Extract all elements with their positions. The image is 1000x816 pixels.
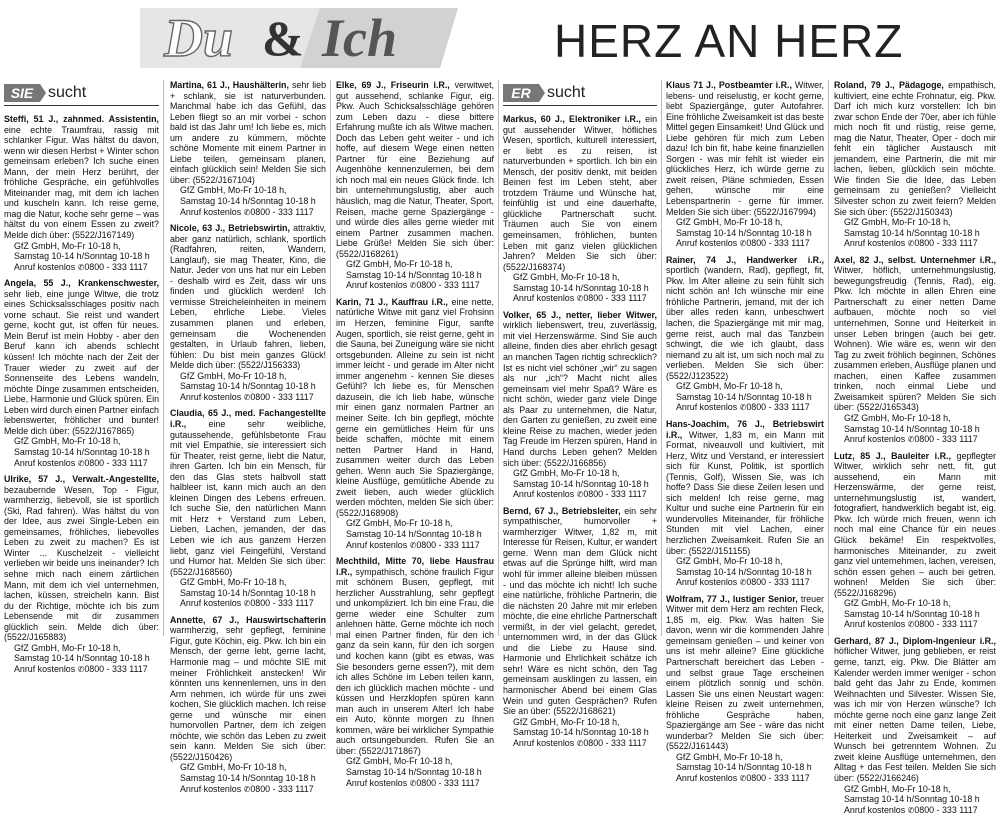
ad-headline: Volker, 65 J., netter, lieber Witwer, (503, 309, 657, 320)
contact-line-phone (503, 489, 657, 501)
contact-line-company (834, 784, 996, 795)
ad-text (170, 408, 326, 577)
contact-line-company (336, 259, 494, 270)
ad-text (666, 419, 824, 556)
contact-company: GfZ GmbH, Mo-Fr 10-18 h, (676, 556, 783, 567)
contact-anruf: Anruf kostenlos (844, 238, 906, 249)
ad-body: bezaubernde Wesen, Top - Figur, warmherzig, liebevoll, sie ist sportlich (Ski, Rad fahren). Was hältst du von der Idee, aus zwei Single-Leben ein gemeinsames, fröhliches, liebevolles Leben zu zweit zu machen? Es ist Winter ... Kuschelzeit - vielleicht verlieben wir beide uns ineinander? Ich sehne mich nach einem zärtlichen Mann, mit dem ich viel unternehmen, lachen, küssen, streicheln kann. Bist du der Richtige, möchte ich bis zum Lebensende mit dir zusammen glücklich sein. Melde dich über: (5522/J165883) (4, 484, 159, 643)
section-tag-sie: SIE (4, 84, 40, 102)
contact-line-company (503, 468, 657, 479)
contact-anruf: Anruf kostenlos (676, 238, 738, 249)
contact-weekend: Samstag 10-14 h/Sonntag 10-18 h (180, 773, 316, 783)
phone-icon: ✆ (409, 281, 417, 291)
contact-phone[interactable]: 0800 - 333 1117 (416, 777, 480, 788)
contact-line-weekend (503, 479, 657, 490)
ad-listing (834, 80, 996, 250)
ad-body: warmherzig, sehr gepflegt, feminine Figur, gute Köchin, eig. Pkw. Ich bin ein Mensch, der gerne lebt, gerne lacht, Harmonie mag – und möchte SIE mit meiner Fröhlichkeit anstecken! Wir könnten uns kennenlernen, uns in den Arm nehmen, ich würde für uns zwei kochen, Sie glücklich machen. Ich reise gerne und wünsche mir einen humorvollen Partner, dem ich zeigen möchte, wie schön das Leben zu zweit sein kann. Melden Sie sich über: (5522/J150426) (170, 625, 326, 762)
contact-weekend: Samstag 10-14 h/Sonntag 10-18 h (180, 587, 316, 598)
ad-listing (666, 255, 824, 414)
contact-weekend: Samstag 10-14 h/Sonntag 10-18 h (14, 653, 150, 664)
contact-line-phone (336, 280, 494, 292)
contact-phone[interactable]: 0800 - 333 1117 (914, 434, 978, 445)
contact-line-company (503, 717, 657, 728)
ad-body: gepflegter Witwer, wirklich sehr nett, fit, gut aussehend, ein Mann mit Herzenswärme, der gerne reist, unternehmungslustig ist, wandert, fotografiert, handwerklich begabt ist, eig. Pkw. Ich würde mich freuen, wenn ich noch mal eine Chance für ein neues Glück bekäme! Ein respektvolles, harmonisches Miteinander, zu zweit ganz viel unternehmen, lachen, vereisen, schön essen gehen – auch bei getren. wohnen! Melden Sie sich über: (5522/J168296) (834, 450, 997, 598)
contact-anruf: Anruf kostenlos (14, 457, 76, 468)
contact-line-company (834, 598, 996, 609)
phone-icon: ✆ (907, 805, 915, 815)
contact-anruf: Anruf kostenlos (676, 402, 738, 413)
contact-phone[interactable]: 0800 - 333 1117 (746, 577, 810, 588)
ad-listing (503, 310, 657, 501)
phone-icon: ✆ (907, 620, 915, 630)
contact-anruf: Anruf kostenlos (346, 777, 408, 788)
contact-phone[interactable]: 0800 - 333 1117 (250, 783, 314, 794)
ad-body: ein sehr sympathischer, humorvoller + warmherziger Witwer, 1,82 m, mit Interesse für Reisen, Kultur, er wandert gerne. Wenn man dem Glück nicht etwas auf die Sprünge hilft, wird man wohl für immer alleine bleiben müssen - und das möchte ich nicht! Ich suche eine natürliche, fröhliche Partnerin, die die nächsten 20 Jahre mit mir erleben möchte, die eine ehrliche Partnerschaft vermißt, in der viel gelacht, geredet, unternommen wird, in der das Glück und die Liebe zu Hause sind. Harmonie und Ehrlichkeit schätze ich sehr! Wäre es nicht schön, den Tag gemeinsam ausklingen zu lassen, ein harmonischer Abend bei einem Glas Wein und guten Gesprächen? Rufen Sie an über: (5522/J168621) (503, 505, 657, 717)
contact-anruf: Anruf kostenlos (844, 804, 906, 815)
ad-body: treuer Witwer mit dem Herz am rechten Fleck, 1,85 m, eig. Pkw. Was halten Sie davon, wenn wir die kommenden Jahre gemeinsam genießen – und keiner von uns ist mehr alleine? Eine glückliche Partnerschaft bereichert das Leben - und selbst graue Tage erscheinen einem plötzlich sonnig und schön. Lassen Sie uns einen Neustart wagen: kleine Reisen zu zweit unternehmen, fröhliche Gespräche haben, Spaziergänge am See - wäre das nicht wunderbar? Melden Sie sich über: (5522/J161443) (666, 593, 824, 752)
contact-line-phone (170, 207, 326, 219)
contact-phone[interactable]: 0800 - 333 1117 (583, 737, 647, 748)
contact-company: GfZ GmbH, Mo-Fr 10-18 h, (180, 370, 287, 381)
section-underline (4, 105, 159, 106)
ad-listing (666, 594, 824, 785)
column-5 (666, 80, 824, 783)
ad-body: sehr lieb + schlank, sie ist naturverbunden. Manchmal habe ich das Gefühl, das Leben fliegt so an mir vorbei - schon bald ist das Jahr um! Ich liebe es, mich um andere zu kümmern, möchte schöne Momente mit einem Partner in Liebe teilen, gemeinsam planen, einfach glücklich sein! Melden Sie sich über: (5522/J167104) (170, 80, 327, 185)
phone-icon: ✆ (409, 540, 417, 550)
ad-headline: Wolfram, 77 J., lustiger Senior, (666, 593, 798, 604)
ad-headline: Hans-Joachim, 76 J., Betriebswirt i.R., (666, 418, 824, 440)
ad-headline: Claudia, 65 J., med. Fachangestellte i.R., (170, 408, 326, 429)
contact-line-weekend (170, 196, 326, 207)
ad-text (4, 278, 159, 436)
contact-phone[interactable]: 0800 - 333 1117 (84, 261, 148, 272)
contact-line-weekend (170, 381, 326, 392)
ad-listing (503, 114, 657, 305)
contact-line-company (4, 436, 159, 447)
column-4 (503, 80, 657, 748)
contact-weekend: Samstag 10-14 h/Sonntag 10-18 h (346, 767, 482, 777)
contact-line-phone (666, 402, 824, 414)
ad-headline: Martina, 61 J., Haushälterin, (170, 80, 289, 90)
contact-company: GfZ GmbH, Mo-Fr 10-18 h, (180, 577, 287, 588)
contact-company: GfZ GmbH, Mo-Fr 10-18 h, (346, 259, 453, 270)
contact-line-weekend (336, 270, 494, 281)
contact-phone[interactable]: 0800 - 333 1117 (416, 280, 480, 291)
contact-weekend: Samstag 10-14 h/Sonntag 10-18 h (513, 282, 649, 293)
contact-line-company (834, 413, 996, 424)
phone-icon: ✆ (243, 784, 251, 794)
ad-listing (4, 474, 159, 675)
contact-phone[interactable]: 0800 - 333 1117 (84, 663, 148, 674)
contact-line-company (666, 217, 824, 228)
contact-phone[interactable]: 0800 - 333 1117 (746, 238, 810, 249)
brand-logo (140, 6, 458, 70)
contact-anruf: Anruf kostenlos (346, 539, 408, 550)
contact-line-company (170, 185, 326, 196)
ad-listing (666, 80, 824, 250)
contact-weekend: Samstag 10-14 h/Sonntag 10-18 h (346, 528, 482, 539)
contact-anruf: Anruf kostenlos (676, 773, 738, 783)
contact-line-company (170, 371, 326, 382)
ad-listing (170, 80, 326, 218)
contact-anruf: Anruf kostenlos (513, 737, 575, 748)
contact-line-weekend (4, 653, 159, 664)
ad-text (834, 636, 996, 784)
contact-weekend: Samstag 10-14 h/Sonntag 10-18 h (513, 478, 649, 489)
ad-headline: Annette, 67 J., Hauswirtschafterin (170, 614, 326, 625)
contact-line-weekend (336, 529, 494, 540)
ad-headline: Steffi, 51 J., zahnmed. Assistentin, (4, 114, 159, 124)
contact-line-company (336, 518, 494, 529)
brand-ich: Ich (322, 8, 398, 68)
contact-company: GfZ GmbH, Mo-Fr 10-18 h, (346, 756, 453, 767)
contact-anruf: Anruf kostenlos (676, 577, 738, 588)
ad-headline: Rainer, 74 J., Handwerker i.R., (666, 254, 824, 265)
contact-line-phone (336, 778, 494, 790)
ad-body: Witwer, höflich, unternehmungslustig, bewegungsfreudig (Tennis, Rad), eig. Pkw. Ich möchte in allen Ehren eine Partnerschaft zu einer netten Dame aufbauen, möchte noch so viel unternehmen, Sonne und Heiterkeit in unser Leben bringen (auch bei getr. Wohnen). Wie wäre es, wenn wir den Tag zu zweit fröhlich beginnen, Schönes zusammen erleben, Ausflüge planen und machen, einen Kaffee zusammen trinken, noch einmal Liebe und Zweisamkeit spüren? Melden Sie sich über: (5522/J165343) (834, 265, 996, 413)
ad-listing (834, 255, 996, 446)
page-title: HERZ AN HERZ (554, 15, 904, 67)
ad-text (4, 474, 159, 643)
contact-line-weekend (834, 609, 996, 620)
contact-line-company (666, 381, 824, 392)
ad-body: eine echte Traumfrau, rassig mit schlanker Figur. Was hältst du davon, wenn wir diesen Herbst + Winter schon gemeinsam erleben? Ich suche einen Mann, der mein Herz berührt, der fröhliche Gespräche, ein gefühlvolles Miteinander mag, mit dem ich lachen und kuscheln kann. Ich reise gerne, mag die Natur, koche sehr gerne – was hältst du von einem Essen zu zweit? Melde dich über: (5522/J167149) (4, 124, 159, 241)
contact-company: GfZ GmbH, Mo-Fr 10-18 h, (844, 783, 951, 794)
contact-line-weekend (834, 794, 996, 805)
contact-line-phone (666, 577, 824, 589)
section-underline (503, 105, 657, 106)
ad-headline: Nicole, 63 J., Betriebswirtin, (170, 223, 290, 234)
ad-text (666, 80, 824, 217)
ad-body: ein gut aussehender Witwer, höfliches Wesen, sportlich, kulturell interessiert, er liebt es zu reisen, ist naturverbunden + sportlich. Ich bin ein Mensch, der positiv denkt, mit beiden Beinen fest im Leben steht, aber trotzdem Träume und Wünsche hat, feinfühlig ist und eine dauerhafte, glückliche Partnerschaft sucht. Träumen auch Sie von einem gemeinsamen, fröhlichen, bunten Leben mit ganz vielen glücklichen Jahren? Melden Sie sich über: (5522/J168374) (503, 114, 657, 272)
contact-company: GfZ GmbH, Mo-Fr 10-18 h, (346, 518, 453, 529)
ad-body: attraktiv, aber ganz natürlich, schlank, sportlich (Radfahren, reiten, Wandern, Langlauf), sie mag Theater, Kino, die Natur. Jeder von uns hat nur ein Leben - deshalb wird es Zeit, dass wir uns finden und glücklich werden! Ich vermisse Streicheleinheiten in meinem Leben, ehrliche Liebe. Vieles zusammen planen und erleben, gemeinsam die Wochenenden gestalten, in Urlaub fahren, lieben, fühlen: Du bist mein ganzes Glück! Melde dich über: (5522/J156333) (170, 223, 326, 371)
section-header-er (503, 80, 657, 108)
contact-line-weekend (666, 567, 824, 578)
ad-listing (336, 556, 494, 789)
column-rule (330, 80, 331, 636)
contact-line-weekend (834, 424, 996, 435)
ad-listing (666, 419, 824, 589)
contact-company: GfZ GmbH, Mo-Fr 10-18 h, (844, 217, 951, 228)
phone-icon: ✆ (77, 458, 85, 468)
contact-weekend: Samstag 10-14 h/Sonntag 10-18 h (844, 608, 980, 619)
contact-company: GfZ GmbH, Mo-Fr 10-18 h, (180, 762, 287, 773)
section-word: sucht (48, 84, 87, 101)
contact-line-phone (170, 392, 326, 404)
contact-line-phone (170, 598, 326, 610)
contact-weekend: Samstag 10-14 h/Sonntag 10-18 h (676, 566, 812, 577)
contact-phone[interactable]: 0800 - 333 1117 (583, 489, 647, 500)
contact-phone[interactable]: 0800 - 333 1117 (746, 402, 810, 413)
phone-icon: ✆ (243, 207, 251, 217)
phone-icon: ✆ (77, 664, 85, 674)
contact-company: GfZ GmbH, Mo-Fr 10-18 h, (513, 468, 620, 479)
contact-weekend: Samstag 10-14 h/Sonntag 10-18 h (513, 727, 649, 738)
contact-company: GfZ GmbH, Mo-Fr 10-18 h, (513, 272, 620, 283)
contact-line-company (336, 756, 494, 767)
phone-icon: ✆ (576, 294, 584, 304)
phone-icon: ✆ (907, 239, 915, 249)
contact-phone[interactable]: 0800 - 333 1117 (416, 539, 480, 550)
contact-company: GfZ GmbH, Mo-Fr 10-18 h, (180, 185, 287, 196)
ad-text (170, 223, 326, 371)
contact-line-weekend (503, 727, 657, 738)
ad-headline: Markus, 60 J., Elektroniker i.R., (503, 114, 641, 124)
contact-line-phone (666, 773, 824, 785)
ad-headline: Bernd, 67 J., Betriebsleiter, (503, 505, 621, 516)
ad-headline: Mechthild, Mitte 70, liebe Hausfrau i.R., (336, 556, 494, 577)
contact-phone[interactable]: 0800 - 333 1117 (583, 293, 647, 304)
contact-phone[interactable]: 0800 - 333 1117 (250, 598, 314, 609)
contact-phone[interactable]: 0800 - 333 1117 (914, 238, 978, 249)
column-rule (828, 80, 829, 636)
contact-weekend: Samstag 10-14 h/Sonntag 10-18 h (676, 762, 812, 773)
ad-listing (336, 80, 494, 292)
contact-line-company (666, 752, 824, 763)
ad-text (4, 114, 159, 241)
phone-icon: ✆ (739, 774, 747, 783)
ad-body: sympathisch, schöne fraulich Figur mit schönem Busen, gepflegt, mit herzlicher Ausstrahlung, sehr gepflegt und unkompliziert. Ich bin eine Frau, die gerne wieder eine Schulter zum anlehnen hätte. Gerne möchte ich noch mal einen Partner finden, für den ich ganz da sein kann, für den ich sorgen und kochen kann (gibt es etwas, was Sie besonders gerne essen?), mit dem ich alles Schöne im Leben teilen kann, den ich glücklich machen möchte - und küssen und Herzklopfen spüren kann man auch in unserem Alter! Ich habe ein Auto, könnte morgen zu Ihnen kommen, wäre bei wirklicher Sympathie auch ortsungebunden. Rufen Sie an über: (5522/J171867) (336, 566, 494, 756)
section-word: sucht (547, 84, 586, 101)
contact-line-weekend (170, 588, 326, 599)
contact-anruf: Anruf kostenlos (844, 434, 906, 445)
contact-line-weekend (4, 251, 159, 262)
contact-company: GfZ GmbH, Mo-Fr 10-18 h, (513, 716, 620, 727)
contact-line-phone (503, 738, 657, 750)
contact-company: GfZ GmbH, Mo-Fr 10-18 h, (14, 436, 121, 447)
ad-listing (834, 636, 996, 816)
ad-text (170, 615, 326, 763)
ad-listing (4, 278, 159, 469)
contact-line-phone (4, 458, 159, 470)
ad-text (503, 506, 657, 717)
ad-listing (170, 223, 326, 403)
ad-listing (503, 506, 657, 750)
column-1 (4, 80, 159, 674)
contact-line-company (170, 577, 326, 588)
ad-body: wirklich liebenswert, treu, zuverlässig, mit viel Herzenswärme. Sind Sie auch alleine, finden dies aber ehrlich gesagt an manchen Tagen richtig schrecklich? Ist es nicht viel schöner „wir“ zu sagen als nur „ich“? Macht nicht alles gemeinsam viel mehr Spaß? Wäre es nicht schön, wieder ganz viele Dinge als Paar zu unternehmen, die Natur, den Garten zu genießen, zu zweit eine kleine Reise zu machen, wieder jeden Tag Freude im Herzen spüren, Hand in Hand durchs Leben gehen? Melden sich über: (5522/J166856) (503, 320, 657, 468)
phone-icon: ✆ (409, 778, 417, 788)
contact-company: GfZ GmbH, Mo-Fr 10-18 h, (676, 381, 783, 392)
contact-line-weekend (336, 767, 494, 778)
contact-weekend: Samstag 10-14 h/Sonntag 10-18 h (676, 391, 812, 402)
contact-company: GfZ GmbH, Mo-Fr 10-18 h, (676, 751, 783, 762)
contact-anruf: Anruf kostenlos (346, 280, 408, 291)
ad-body: verwitwet, gut aussehend, schlanke Figur, eig. Pkw. Auch Schicksalsschläge gehören zum Leben dazu - diese bittere Erfahrung mußte ich als Witwe machen. Doch das Leben geht weiter - und ich hoffe, auf diesem Wege einen netten Partner für eine Beziehung auf Augenhöhe kennenzulernen, bei dem ich noch mal ein neues Glück finde. Ich bin unternehmungslustig, aber auch häuslich, mag die Natur, Theater, Sport, Reisen, mache gerne Spaziergänge - und würde dies alles gerne wieder mit einem Partner zusammen machen. Liebe Grüße! Melden Sie sich über: (5522/J168261) (336, 80, 495, 259)
ad-text (666, 594, 824, 752)
contact-weekend: Samstag 10-14 h/Sonntag 10-18 h (180, 196, 316, 207)
contact-company: GfZ GmbH, Mo-Fr 10-18 h, (676, 217, 783, 228)
phone-icon: ✆ (77, 262, 85, 272)
ad-text (666, 255, 824, 382)
contact-line-phone (4, 664, 159, 676)
ad-headline: Gerhard, 87 J., Diplom-Ingenieur i.R., (834, 635, 996, 646)
contact-phone[interactable]: 0800 - 333 1117 (84, 457, 148, 468)
contact-anruf: Anruf kostenlos (844, 619, 906, 630)
contact-anruf: Anruf kostenlos (513, 489, 575, 500)
ad-body: empathisch, kultiviert, eine echte Frohnatur, eig. Pkw. Darf ich mich kurz vorstellen: Ich bin zwar schon Ende der 70er, aber ich fühle mich noch fit und rüstig, reise gerne, mag die Natur, Theater, Oper - doch mir fehlt ein täglicher Austausch mit jemandem, eine Partnerin, die mit mir lachen, lieben, glücklich sein möchte. Wie finden Sie die Idee, das Leben gemeinsam zu genießen? Vielleicht Silvester schon zu zweit feiern? Melden Sie sich über: (5522/J150343) (834, 80, 996, 217)
contact-phone[interactable]: 0800 - 333 1117 (914, 619, 978, 630)
contact-phone[interactable]: 0800 - 333 1117 (746, 773, 810, 783)
brand-ampersand: & (262, 10, 304, 66)
contact-weekend: Samstag 10-14 h/Sonntag 10-18 h (844, 794, 980, 805)
section-tag-er: ER (503, 84, 539, 102)
contact-line-company (170, 762, 326, 773)
ad-text (834, 80, 996, 217)
column-3 (336, 80, 495, 788)
contact-line-phone (834, 238, 996, 250)
ad-text (336, 556, 494, 756)
phone-icon: ✆ (243, 599, 251, 609)
phone-icon: ✆ (739, 239, 747, 249)
ad-headline: Angela, 55 J., Krankenschwester, (4, 278, 159, 289)
ad-text (170, 80, 326, 185)
column-rule (498, 80, 499, 636)
contact-line-weekend (666, 762, 824, 773)
contact-anruf: Anruf kostenlos (180, 206, 242, 217)
ad-body: sportlich (wandern, Rad), gepflegt, fit, Pkw. Im Alter alleine zu sein fühlt sich nicht schön an! Ich wünsche mir eine fröhliche Partnerin, jemand, mit der ich über alles reden kann, unbeschwert lachen, die Spaziergänge mit mir mag, gerne reist, auch mal das Tanzbein schwingt, die wie ich glaubt, dass niemand zu alt ist, um sich noch mal zu verlieben. Melden Sie sich über: (5522/J123522) (666, 265, 824, 381)
phone-icon: ✆ (576, 738, 584, 748)
contact-line-weekend (4, 447, 159, 458)
ad-headline: Karin, 71 J., Kauffrau i.R., (336, 296, 448, 307)
ad-headline: Ulrike, 57 J., Verwalt.-Angestellte, (4, 474, 159, 485)
contact-anruf: Anruf kostenlos (14, 663, 76, 674)
phone-icon: ✆ (243, 392, 251, 402)
contact-line-company (4, 643, 159, 654)
masthead (0, 0, 1000, 76)
ad-headline: Roland, 79 J., Pädagoge, (834, 80, 944, 90)
contact-line-phone (834, 434, 996, 446)
ad-headline: Klaus 71 J., Postbeamter i.R., (666, 80, 792, 90)
contact-line-company (834, 217, 996, 228)
section-header-sie (4, 80, 159, 108)
contact-weekend: Samstag 10-14 h/Sonntag 10-18 h (844, 227, 980, 238)
contact-line-weekend (170, 773, 326, 784)
contact-line-phone (834, 805, 996, 816)
phone-icon: ✆ (739, 403, 747, 413)
ad-headline: Axel, 82 J., selbst. Unternehmer i.R., (834, 254, 996, 265)
ad-body: höflicher Witwer, jung geblieben, er reist gerne, tanzt, eig. Pkw. Die Blätter am Kalender werden immer weniger - schon bald geht das Jahr zu Ende, kommen Weihnachten und Silvester. Wissen Sie, was ich mir von Herzen wünsche? Ich möchte gerne noch eine ganz lange Zeit mit einer netten Dame teilen, Liebe, Heiterkeit und Zweisamkeit – auf Wunsch bei getrenntem Wohnen. Zu zweit kleine Ausflüge unternehmen, den Alltag + das Fest teilen. Melden Sie sich über: (5522/J166246) (834, 646, 996, 783)
contact-weekend: Samstag 10-14 h/Sonntag 10-18 h (14, 446, 150, 457)
ad-text (503, 114, 657, 272)
column-2 (170, 80, 327, 794)
contact-anruf: Anruf kostenlos (180, 598, 242, 609)
contact-weekend: Samstag 10-14 h/Sonntag 10-18 h (676, 227, 812, 238)
contact-anruf: Anruf kostenlos (180, 391, 242, 402)
contact-line-phone (4, 262, 159, 274)
ad-listing (336, 297, 494, 551)
ad-listing (834, 451, 996, 631)
ad-body: Witwer, lebens- und reiselustig, er kocht gerne, liebt Spaziergänge, guter Autofahrer. Eine fröhliche Zweisamkeit ist das beste Mittel gegen Einsamkeit! Und Glück und Liebe gehören für mich zum Leben dazu! Ich bin fit, habe keine finanziellen Sorgen - was mir fehlt ist wieder ein glückliches Herz, ich würde gerne zu zweit reisen, Pläne schmieden, Essen gehen, wünsche mir eine Lebenspartnerin - gerne für immer. Melden Sie sich über: (5522/J167994) (666, 80, 824, 217)
contact-line-weekend (503, 283, 657, 294)
contact-anruf: Anruf kostenlos (180, 783, 242, 794)
contact-line-phone (336, 540, 494, 552)
contact-line-phone (666, 238, 824, 250)
contact-weekend: Samstag 10-14 h/Sonntag 10-18 h (180, 381, 316, 392)
ad-listing (170, 615, 326, 795)
ad-headline: Lutz, 85 J., Bauleiter i.R., (834, 450, 951, 461)
ad-body: sehr lieb, eine junge Witwe, die trotz eines Schicksalsschlages positiv nach vorne schaut. Sie reist und wandert gerne, kocht gut, ist offen für neues. Mein Beruf ist mein Hobby - aber den Beruf kann ich abends schlecht küssen! Ich möchte nach der Zeit der Trauer wieder zu zweit auf der Sonnenseite des Lebens wandeln, möchte Dinge zusammen entscheiden, Liebe, Harmonie und Glück spüren. Ein Leben wird durch einen Partner einfach lebenswerter, fröhlicher und bunter! Melde dich über: (5522/J167865) (4, 288, 159, 436)
ad-headline: Elke, 69 J., Friseurin i.R., (336, 80, 450, 90)
ad-text (834, 451, 996, 599)
ad-body: Witwer, 1,83 m, ein Mann mit Format, niveauvoll und kultiviert, mit Herz, Witz und Verstand, er interessiert sich für Kunst, Politik, ist sportlich (Tennis, Golf), Wissen Sie, was ich hoffe? Dass Sie diese Zeilen lesen und sich melden! Ich reise gerne, mag Kultur und suche eine Partnerin für ein wundervolles Miteinander, für fröhliche Stunden mit viel Lachen, einer herzlichen Zweisamkeit. Rufen Sie an über: (5522/J151155) (666, 429, 824, 556)
ad-text (503, 310, 657, 468)
column-rule (163, 80, 164, 636)
contact-anruf: Anruf kostenlos (513, 293, 575, 304)
ad-text (336, 297, 494, 518)
contact-weekend: Samstag 10-14 h/Sonntag 10-18 h (844, 423, 980, 434)
contact-line-company (666, 556, 824, 567)
phone-icon: ✆ (739, 578, 747, 588)
column-6 (834, 80, 997, 815)
contact-line-company (4, 241, 159, 252)
ad-text (834, 255, 996, 413)
contact-phone[interactable]: 0800 - 333 1117 (914, 804, 978, 815)
contact-company: GfZ GmbH, Mo-Fr 10-18 h, (14, 642, 121, 653)
brand-du: Du (164, 8, 234, 68)
contact-line-weekend (666, 228, 824, 239)
contact-line-phone (503, 293, 657, 305)
ad-listing (170, 408, 326, 609)
ad-listing (4, 114, 159, 273)
ad-body: eine sehr weibliche, gutaussehende, gefühlsbetonte Frau mit viel Empathie, sie interessiert sich für Theater, reist gerne, liebt die Natur, ihren Garten. Ich bin ein Mensch, für den das Glas stets halbvoll statt halbleer ist, kann mich auch an den kleinen Dingen des Lebens erfreuen. Ich suche Sie, den natürlichen Mann mit Herz + Verstand zum Leben, Lieben, Lachen, jemanden, der das Leben wie ich aus ganzem Herzen liebt, ganz viel Feingefühl, Verstand und Humor hat. Melden Sie sich über: (5522/J168560) (170, 418, 326, 577)
contact-phone[interactable]: 0800 - 333 1117 (250, 206, 314, 217)
ad-body: eine nette, natürliche Witwe mit ganz viel Frohsinn im Herzen, feminine Figur, sanfte Augen, sportlich, sie reist gerne, geht in die Sauna, bei Zuneigung wäre sie nicht ortsgebunden. Alleine zu sein ist nicht immer leicht - und gerade im Alter nicht immer angenehm - kennen Sie dieses Gefühl? Ich liebe es, für Menschen dazusein, die ich lieb habe, wünsche mir einen ganz normalen Partner an meiner Seite. Ich bin gepflegt, möchte gerne ein gemütliches Heim für uns beide schaffen, möchte mit einem netten Partner Hand in Hand, zusammen weiter durch das Leben gehen. Wenn auch Sie Spaziergänge, kleine Ausflüge, gemütliche Abende zu zweit lieben, auch wieder glücklich werden möchten, melden Sie sich über: (5522/J168908) (336, 296, 494, 518)
phone-icon: ✆ (576, 490, 584, 500)
contact-line-phone (834, 619, 996, 631)
contact-line-weekend (666, 392, 824, 403)
contact-line-company (503, 272, 657, 283)
contact-weekend: Samstag 10-14 h/Sonntag 10-18 h (346, 269, 482, 280)
contact-anruf: Anruf kostenlos (14, 261, 76, 272)
contact-line-phone (170, 784, 326, 796)
contact-phone[interactable]: 0800 - 333 1117 (250, 391, 314, 402)
phone-icon: ✆ (907, 435, 915, 445)
contact-company: GfZ GmbH, Mo-Fr 10-18 h, (14, 240, 121, 251)
contact-company: GfZ GmbH, Mo-Fr 10-18 h, (844, 412, 951, 423)
contact-weekend: Samstag 10-14 h/Sonntag 10-18 h (14, 251, 150, 262)
contact-line-weekend (834, 228, 996, 239)
contact-company: GfZ GmbH, Mo-Fr 10-18 h, (844, 598, 951, 609)
ad-text (336, 80, 494, 259)
column-rule (661, 80, 662, 636)
